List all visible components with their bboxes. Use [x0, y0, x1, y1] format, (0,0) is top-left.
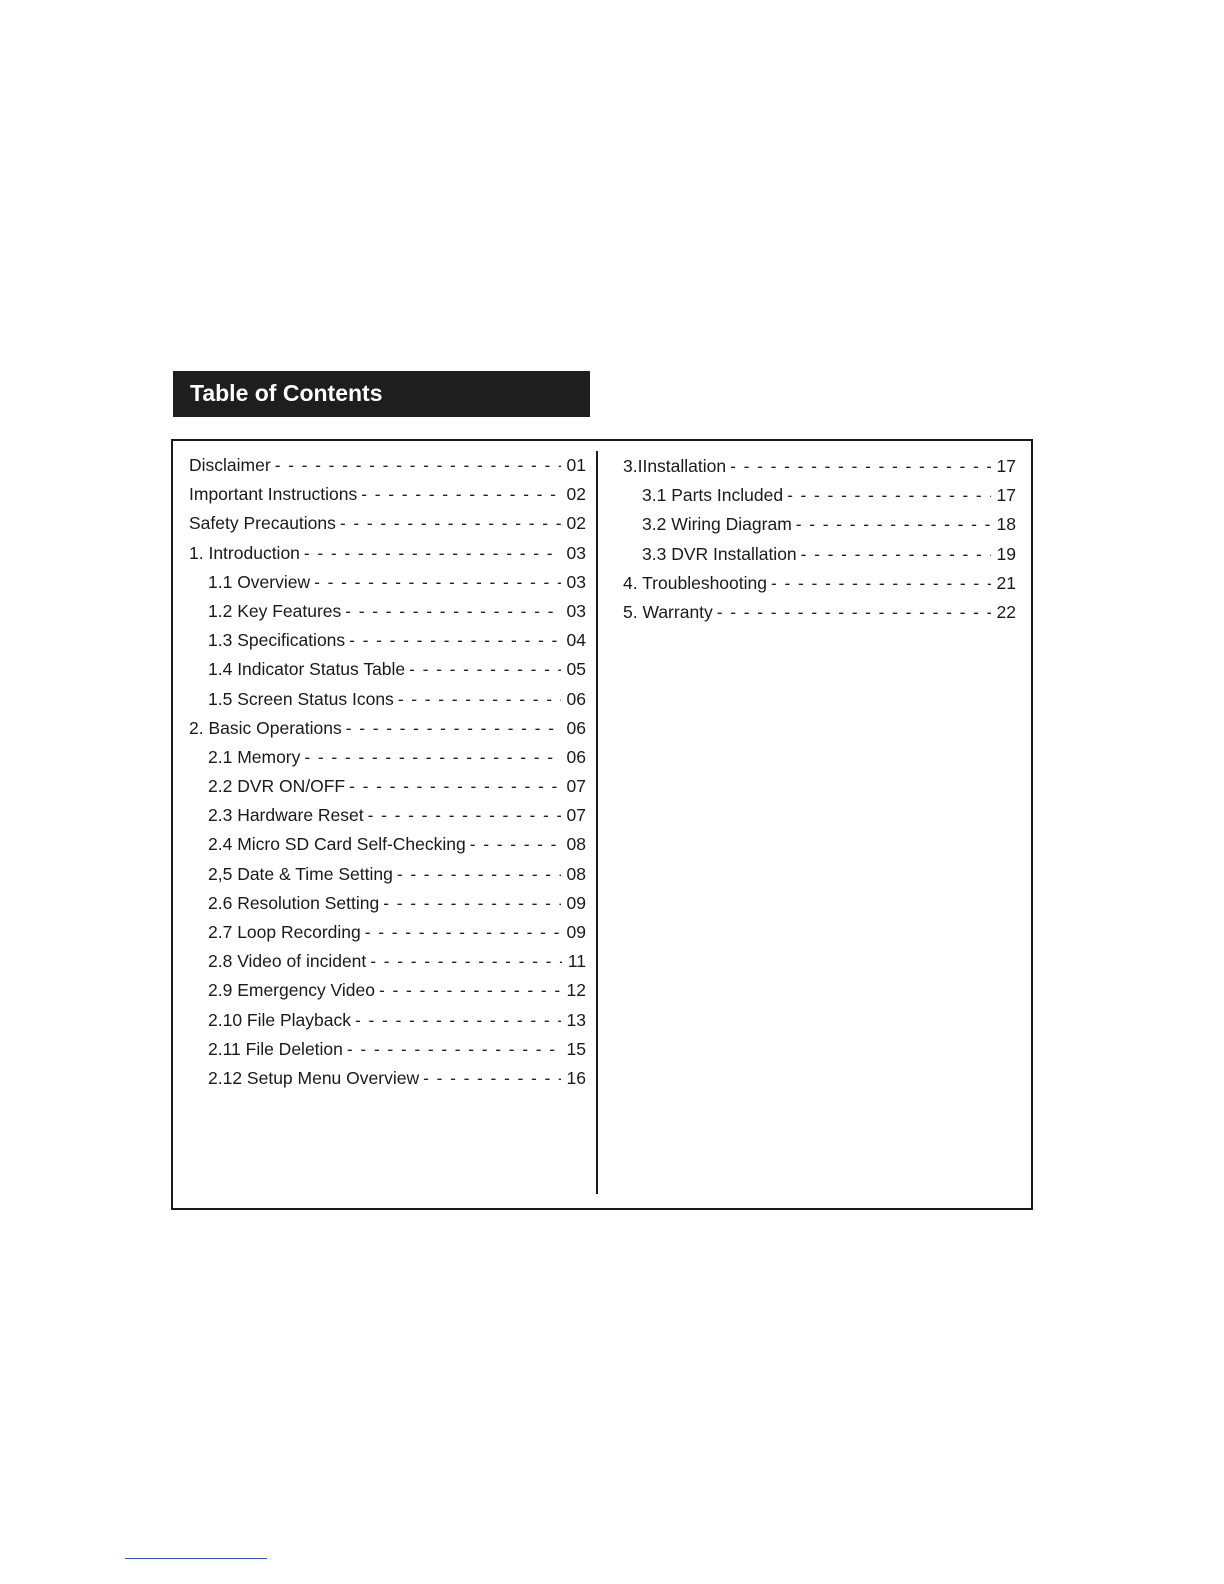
- toc-entry-page: 09: [566, 922, 586, 942]
- toc-entry-label: 2.3 Hardware Reset: [208, 805, 364, 826]
- toc-entry-introduction[interactable]: [189, 543, 586, 572]
- toc-entry-file-playback[interactable]: [189, 1010, 586, 1039]
- dot-leader: [368, 805, 561, 826]
- toc-entry-emergency-video[interactable]: [189, 980, 586, 1009]
- toc-entry-page: 12: [566, 980, 586, 1001]
- dot-leader: [314, 572, 560, 593]
- toc-entry-page: 08: [566, 834, 586, 855]
- toc-entry-page: 05: [566, 659, 586, 680]
- toc-entry-hardware-reset[interactable]: [189, 805, 586, 834]
- toc-entry-overview[interactable]: [189, 572, 586, 601]
- toc-entry-label: 1.4 Indicator Status Table: [208, 659, 406, 680]
- toc-entry-label: 3.3 DVR Installation: [642, 543, 797, 564]
- toc-entry-label: 3.2 Wiring Diagram: [642, 514, 792, 535]
- toc-entry-label: 2.8 Video of incident: [208, 951, 367, 972]
- toc-entry-page: 03: [566, 600, 586, 621]
- dot-leader: [275, 455, 561, 476]
- dot-leader: [771, 573, 991, 594]
- toc-entry-label: 3.1 Parts Included: [642, 485, 784, 506]
- toc-entry-setup-menu-overview[interactable]: [189, 1068, 586, 1097]
- dot-leader: [397, 864, 561, 885]
- toc-entry-label: 1.1 Overview: [208, 571, 311, 592]
- toc-entry-page: 07: [566, 805, 586, 826]
- toc-entry-label: 1.5 Screen Status Icons: [208, 688, 394, 709]
- dot-leader: [370, 951, 562, 972]
- toc-entry-label: 1.3 Specifications: [208, 630, 346, 651]
- toc-entry-loop-recording[interactable]: [189, 922, 586, 951]
- toc-entry-page: 03: [566, 542, 586, 563]
- dot-leader: [398, 689, 561, 710]
- toc-entry-page: 13: [566, 1009, 586, 1030]
- toc-entry-video-of-incident[interactable]: [189, 951, 586, 980]
- toc-entry-page: 21: [996, 572, 1016, 593]
- toc-entry-label: 3.IInstallation: [623, 456, 727, 476]
- toc-entry-screen-status-icons[interactable]: [189, 689, 586, 718]
- toc-entry-label: 2. Basic Operations: [189, 717, 342, 738]
- dot-leader: [346, 718, 561, 739]
- dot-leader: [470, 834, 561, 855]
- dot-leader: [355, 1010, 561, 1031]
- toc-entry-page: 03: [566, 571, 586, 592]
- toc-entry-label: 4. Troubleshooting: [623, 572, 767, 593]
- page-title: Table of Contents: [173, 371, 590, 417]
- toc-entry-memory[interactable]: [189, 747, 586, 776]
- toc-entry-key-features[interactable]: [189, 601, 586, 630]
- toc-entry-page: 06: [566, 688, 586, 709]
- toc-entry-page: 04: [566, 630, 586, 651]
- dot-leader: [345, 601, 560, 622]
- toc-entry-dvr-installation[interactable]: [623, 544, 1016, 573]
- dot-leader: [730, 456, 990, 477]
- dot-leader: [361, 484, 560, 505]
- toc-entry-label: Safety Precautions: [189, 513, 336, 534]
- toc-entry-label: 2.10 File Playback: [208, 1009, 351, 1030]
- toc-entry-page: 18: [996, 514, 1016, 535]
- toc-entry-date-time-setting[interactable]: [189, 864, 586, 893]
- toc-entry-page: 07: [566, 776, 586, 797]
- toc-right-column: [623, 456, 1016, 631]
- toc-entry-label: 2.11 File Deletion: [208, 1038, 343, 1059]
- dot-leader: [423, 1068, 560, 1089]
- toc-entry-label: 2.2 DVR ON/OFF: [208, 776, 346, 797]
- toc-entry-label: 5. Warranty: [623, 601, 713, 622]
- toc-entry-label: 2.4 Micro SD Card Self-Checking: [208, 834, 466, 855]
- toc-entry-label: 2.9 Emergency Video: [208, 980, 376, 1001]
- dot-leader: [340, 513, 561, 534]
- toc-entry-page: 09: [566, 892, 586, 913]
- toc-entry-page: 06: [566, 746, 586, 767]
- dot-leader: [365, 922, 561, 943]
- toc-entry-page: 17: [996, 456, 1016, 476]
- toc-left-column: [189, 455, 586, 1097]
- toc-entry-label: 1.2 Key Features: [208, 600, 342, 621]
- dot-leader: [796, 514, 991, 535]
- toc-entry-troubleshooting[interactable]: [623, 573, 1016, 602]
- toc-entry-label: 2.7 Loop Recording: [208, 922, 361, 942]
- toc-entry-resolution-setting[interactable]: [189, 893, 586, 922]
- footnote-rule: [125, 1558, 267, 1559]
- dot-leader: [801, 544, 991, 565]
- dot-leader: [409, 659, 560, 680]
- toc-entry-page: 19: [996, 543, 1016, 564]
- toc-entry-parts-included[interactable]: [623, 485, 1016, 514]
- dot-leader: [379, 980, 561, 1001]
- toc-entry-important-instructions[interactable]: [189, 484, 586, 513]
- dot-leader: [304, 747, 560, 768]
- toc-entry-page: 22: [996, 601, 1016, 622]
- dot-leader: [383, 893, 560, 914]
- dot-leader: [717, 602, 991, 623]
- toc-entry-page: 15: [566, 1038, 586, 1059]
- toc-entry-label: Disclaimer: [189, 455, 271, 475]
- column-divider: [596, 451, 598, 1194]
- toc-entry-label: 2.6 Resolution Setting: [208, 892, 380, 913]
- toc-entry-safety-precautions[interactable]: [189, 513, 586, 542]
- toc-entry-sd-card-self-checking[interactable]: [189, 834, 586, 863]
- dot-leader: [787, 485, 990, 506]
- dot-leader: [349, 630, 560, 651]
- toc-entry-label: 2.12 Setup Menu Overview: [208, 1067, 420, 1088]
- toc-entry-label: 1. Introduction: [189, 542, 300, 563]
- dot-leader: [349, 776, 560, 797]
- dot-leader: [304, 543, 561, 564]
- toc-entry-warranty[interactable]: [623, 602, 1016, 631]
- toc-entry-page: 11: [567, 951, 586, 972]
- toc-entry-page: 16: [566, 1067, 586, 1088]
- toc-entry-label: 2,5 Date & Time Setting: [208, 863, 393, 884]
- toc-entry-specifications[interactable]: [189, 630, 586, 659]
- toc-entry-label: Important Instructions: [189, 484, 358, 505]
- toc-entry-file-deletion[interactable]: [189, 1039, 586, 1068]
- toc-entry-page: 01: [566, 455, 586, 475]
- dot-leader: [347, 1039, 561, 1060]
- toc-entry-page: 08: [566, 863, 586, 884]
- toc-entry-basic-operations[interactable]: [189, 718, 586, 747]
- toc-entry-indicator-status-table[interactable]: [189, 659, 586, 688]
- toc-entry-installation[interactable]: [623, 456, 1016, 485]
- toc-entry-page: 02: [566, 484, 586, 505]
- toc-entry-wiring-diagram[interactable]: [623, 514, 1016, 543]
- toc-entry-disclaimer[interactable]: [189, 455, 586, 484]
- toc-entry-dvr-on-off[interactable]: [189, 776, 586, 805]
- toc-entry-page: 06: [566, 717, 586, 738]
- toc-entry-page: 02: [566, 513, 586, 534]
- toc-entry-page: 17: [996, 485, 1016, 506]
- toc-entry-label: 2.1 Memory: [208, 746, 301, 767]
